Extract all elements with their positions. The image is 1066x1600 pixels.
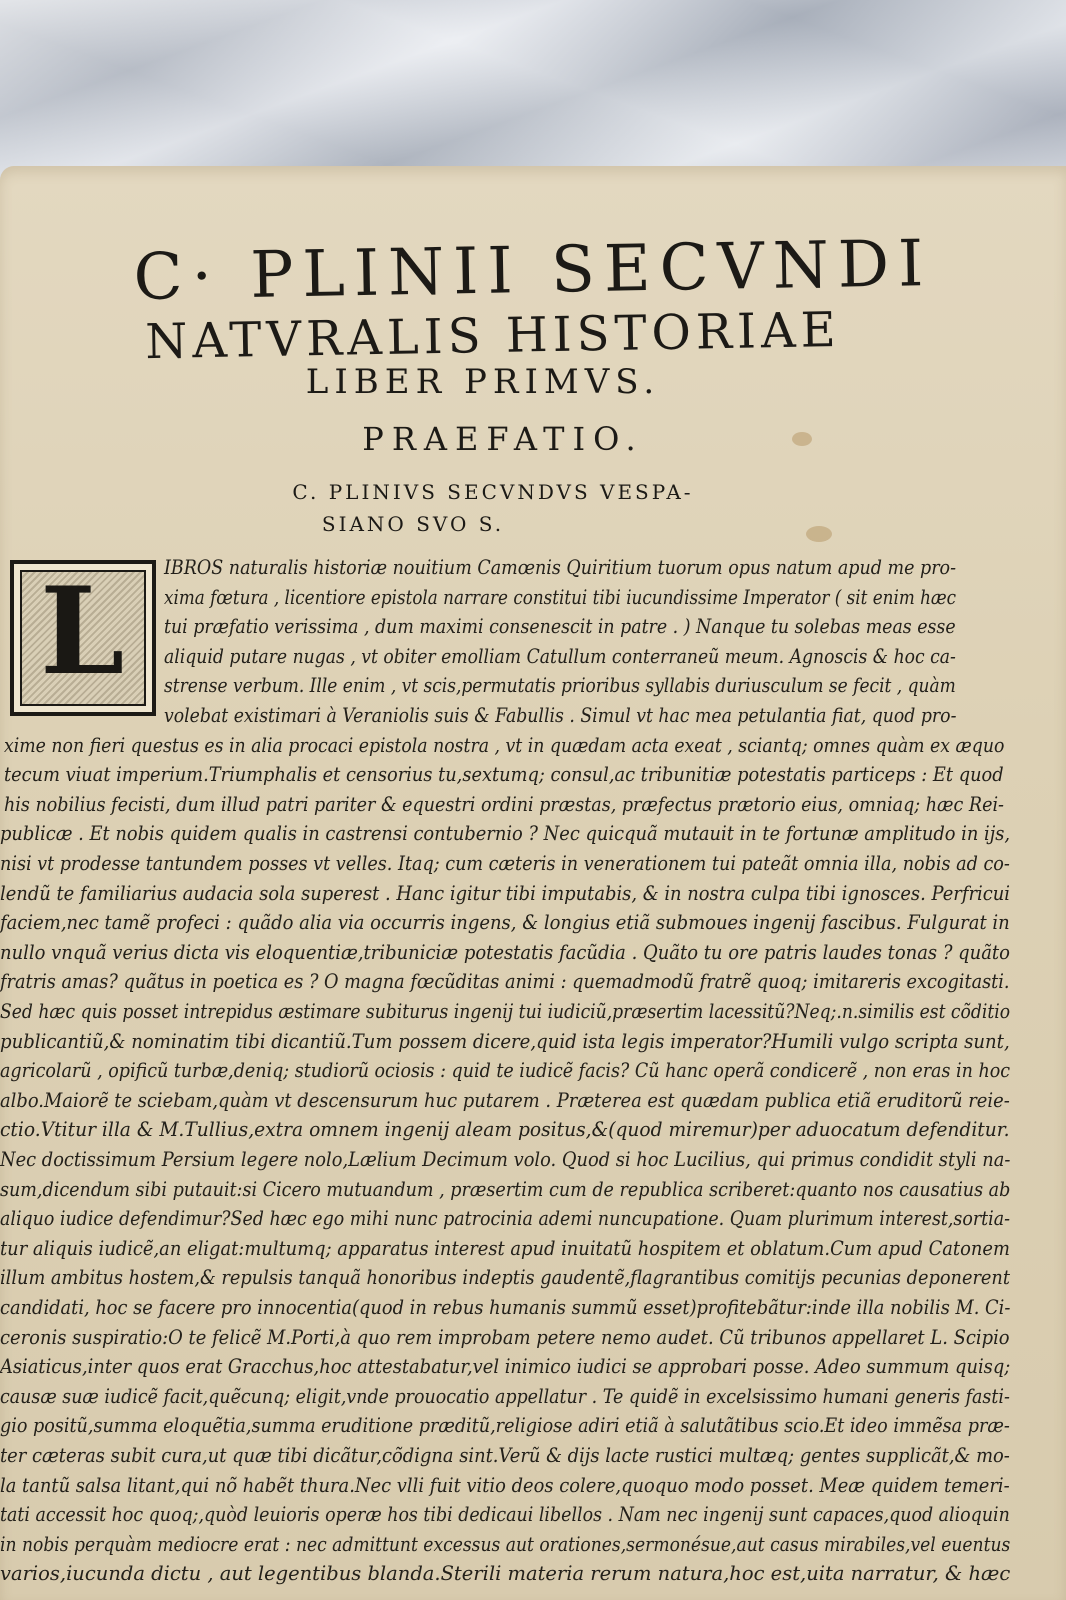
initial-letter: L xyxy=(40,561,125,702)
text-line: nullo vnquã verius dicta vis eloquentiæ,tribuniciæ potestatis facũdia . Quãto tu ore patris laudes tonas ? quãto xyxy=(0,940,1010,964)
text-line: publicantiũ,& nominatim tibi dicantiũ.Tum possem dicere,quid ista legis imperator?Humili vulgo scripta sunt, xyxy=(0,1029,1010,1053)
text-line: illum ambitus hostem,& repulsis tanquã honoribus indeptis gaudentẽ,flagrantibus comitijs pecunias deponerent xyxy=(0,1266,1010,1290)
text-line: Asiaticus,inter quos erat Gracchus,hoc attestabatur,vel inimico iudici se approbari posse. Adeo summum quisq; xyxy=(0,1355,1011,1379)
text-line: his nobilius fecisti, dum illud patri pariter & equestri ordini præstas, præfectus prætorio eius, omniaq; hæc Rei- xyxy=(4,792,1004,816)
text-line: gio positũ,summa eloquẽtia,summa eruditione præditũ,religiose adiri etiã à salutãtibus scio.Et ideo immẽsa præ- xyxy=(0,1414,1010,1438)
text-line: aliquid putare nugas , vt obiter emolliam Catullum conterraneũ meum. Agnoscis & hoc ca- xyxy=(164,644,956,668)
text-line: varios,iucunda dictu , aut legentibus blanda.Sterili materia rerum natura,hoc est,uita narratur, & hæc xyxy=(0,1562,1011,1586)
text-line: ctio.Vtitur illa & M.Tullius,extra omnem ingenij aleam positus,&(quod miremur)per aduocatum defenditur. xyxy=(0,1118,1010,1142)
text-line: xima fœtura , licentiore epistola narrare constitui tibi iucundissime Imperator ( sit enim hæc xyxy=(164,585,957,609)
title-line-3: LIBER PRIMVS. xyxy=(305,362,661,402)
text-line: fratris amas? quãtus in poetica es ? O magna fœcũditas animi : quemadmodũ fratrẽ quoq; imitareris excogitasti. xyxy=(0,970,1010,994)
text-line: in nobis perquàm mediocre erat : nec admittunt excessus aut orationes,sermonésue,aut casus mirabiles,vel euentus xyxy=(0,1532,1011,1556)
section-heading: PRAEFATIO. xyxy=(362,420,644,458)
text-line: tati accessit hoc quoq;,quòd leuioris operæ hos tibi dedicaui libellos . Nam nec ingenij sunt capaces,quod alioquin xyxy=(0,1503,1010,1527)
book-page xyxy=(0,166,1066,1600)
text-line: nisi vt prodesse tantundem posses vt velles. Itaq; cum cæteris in venerationem tui pateãt omnia illa, nobis ad co- xyxy=(0,852,1010,875)
title-line-1: C· PLINII SECVNDI xyxy=(133,227,933,315)
text-line: ter cæteras subit cura,ut quæ tibi dicãtur,cõdigna sint.Verũ & dijs lacte rustici multæq; gentes supplicãt,& mo- xyxy=(0,1444,1010,1467)
text-line: xime non fieri questus es in alia procaci epistola nostra , vt in quædam acta exeat , sciantq; omnes quàm ex æquo xyxy=(4,733,1005,757)
decorated-initial xyxy=(10,560,156,716)
text-line: lendũ te familiarius audacia sola superest . Hanc igitur tibi imputabis, & in nostra culpa tibi ignosces. Perfricui xyxy=(0,881,1010,905)
text-line: sum,dicendum sibi putauit:si Cicero mutuandum , præsertim cum de republica scriberet:quanto nos causatius ab xyxy=(0,1177,1011,1201)
text-line: strense verbum. Ille enim , vt scis,permutatis prioribus syllabis duriusculum se fecit , quàm xyxy=(164,674,956,698)
text-line: causæ suæ iudicẽ facit,quẽcunq; eligit,vnde prouocatio appellatur . Te quidẽ in excelsissimo humani generis fasti- xyxy=(0,1384,1010,1408)
text-line: agricolarũ , opificũ turbæ,deniq; studiorũ ociosis : quid te iudicẽ facis? Cũ hanc operã condicerẽ , non eras in hoc xyxy=(0,1059,1011,1083)
text-line: tui præfatio verissima , dum maximi consenescit in patre . ) Nanque tu solebas meas esse xyxy=(164,615,956,639)
text-line: Nec doctissimum Persium legere nolo,Lælium Decimum volo. Quod si hoc Lucilius, qui primus condidit styli na- xyxy=(0,1148,1011,1171)
text-line: faciem,nec tamẽ profeci : quãdo alia via occurris ingens, & longius etiã submoues ingenij fascibus. Fulgurat in xyxy=(0,911,1010,935)
text-line: albo.Maiorẽ te sciebam,quàm vt descensurum huc putarem . Præterea est quædam publica etiã eruditorũ reie- xyxy=(0,1088,1010,1112)
text-line: aliquo iudice defendimur?Sed hæc ego mihi nunc patrocinia ademi nuncupatione. Quam plurimum interest,sortia- xyxy=(0,1207,1010,1231)
dedication-line-2: SIANO SVO S. xyxy=(321,512,505,536)
text-line: volebat existimari à Veraniolis suis & Fabullis . Simul vt hac mea petulantia fiat, quod pro- xyxy=(164,704,957,727)
text-line: IBROS naturalis historiæ nouitium Camœnis Quiritium tuorum opus natum apud me pro- xyxy=(164,556,956,579)
text-line: tecum viuat imperium.Triumphalis et censorius tu,sextumq; consul,ac tribunitiæ potestatis particeps : Et quod xyxy=(4,763,1004,787)
text-line: Sed hæc quis posset intrepidus æstimare subiturus ingenij tui iudiciũ,præsertim lacessitũ?Neq;.n.similis est cõditio xyxy=(0,1000,1011,1023)
text-line: candidati, hoc se facere pro innocentia(quod in rebus humanis summũ esset)profitebãtur:inde illa nobilis M. Ci- xyxy=(0,1296,1011,1319)
dedication-line-1: C. PLINIVS SECVNDVS VESPA- xyxy=(292,480,694,504)
text-line: tur aliquis iudicẽ,an eligat:multumq; apparatus interest apud inuitatũ hospitem et oblatum.Cum apud Catonem xyxy=(0,1236,1010,1260)
text-line: la tantũ salsa litant,qui nõ habẽt thura.Nec vlli fuit vitio deos colere,quoquo modo posset. Meæ quidem temeri- xyxy=(0,1473,1010,1497)
title-line-2: NATVRALIS HISTORIAE xyxy=(144,301,842,371)
text-line: publicæ . Et nobis quidem qualis in castrensi contubernio ? Nec quicquã mutauit in te fortunæ amplitudo in ijs, xyxy=(0,822,1011,846)
text-line: ceronis suspiratio:O te felicẽ M.Porti,à quo rem improbam petere nemo audet. Cũ tribunos appellaret L. Scipio xyxy=(0,1325,1010,1349)
